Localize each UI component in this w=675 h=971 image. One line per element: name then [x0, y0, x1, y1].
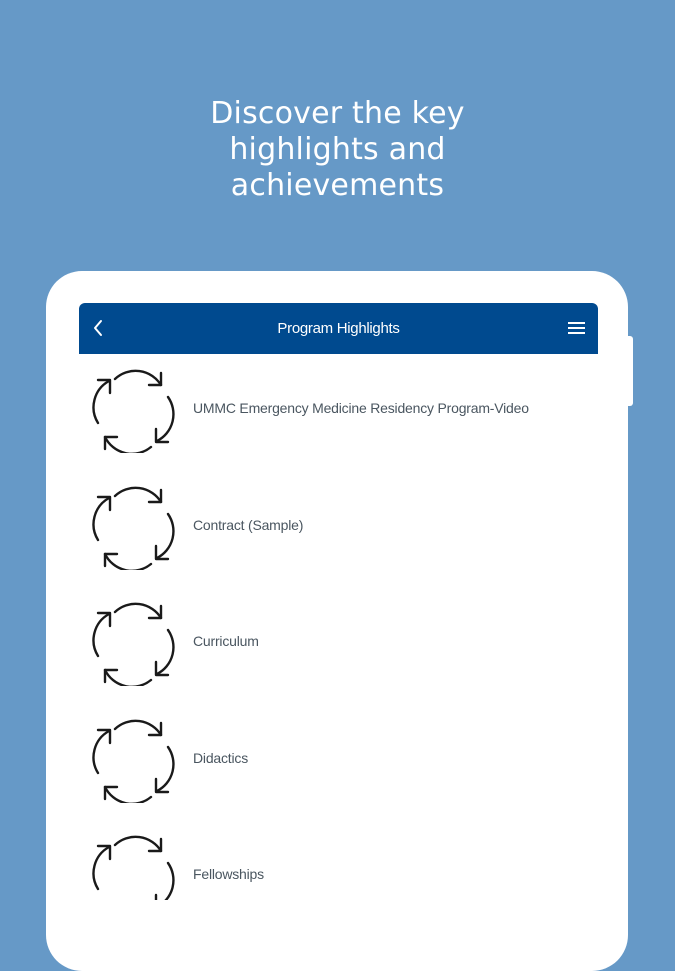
promo-heading-line: highlights and — [229, 132, 446, 167]
promo-heading — [0, 96, 675, 204]
list-item-label: Curriculum — [193, 633, 259, 649]
list-item[interactable] — [79, 471, 598, 588]
promo-heading-line: achievements — [230, 168, 445, 203]
list-item[interactable] — [79, 704, 598, 821]
list-item-label: UMMC Emergency Medicine Residency Program-Video — [193, 400, 529, 416]
refresh-icon — [91, 484, 175, 570]
promo-heading-line: Discover the key — [210, 96, 465, 131]
list-item[interactable] — [79, 587, 598, 704]
page-title: Program Highlights — [277, 320, 400, 337]
list-item[interactable] — [79, 820, 598, 900]
app-header — [79, 303, 598, 354]
refresh-icon — [91, 717, 175, 803]
device-side-button — [627, 336, 633, 406]
highlight-list — [79, 354, 598, 900]
list-item-label: Contract (Sample) — [193, 516, 304, 533]
list-item-label: Fellowships — [193, 866, 264, 882]
list-item-label: Didactics — [193, 749, 248, 766]
hamburger-menu-icon — [568, 322, 588, 334]
refresh-icon — [91, 367, 175, 453]
refresh-icon — [91, 600, 175, 686]
menu-button[interactable] — [568, 318, 588, 338]
app-screen — [79, 303, 598, 900]
list-item[interactable] — [79, 354, 598, 471]
refresh-icon — [91, 833, 175, 900]
